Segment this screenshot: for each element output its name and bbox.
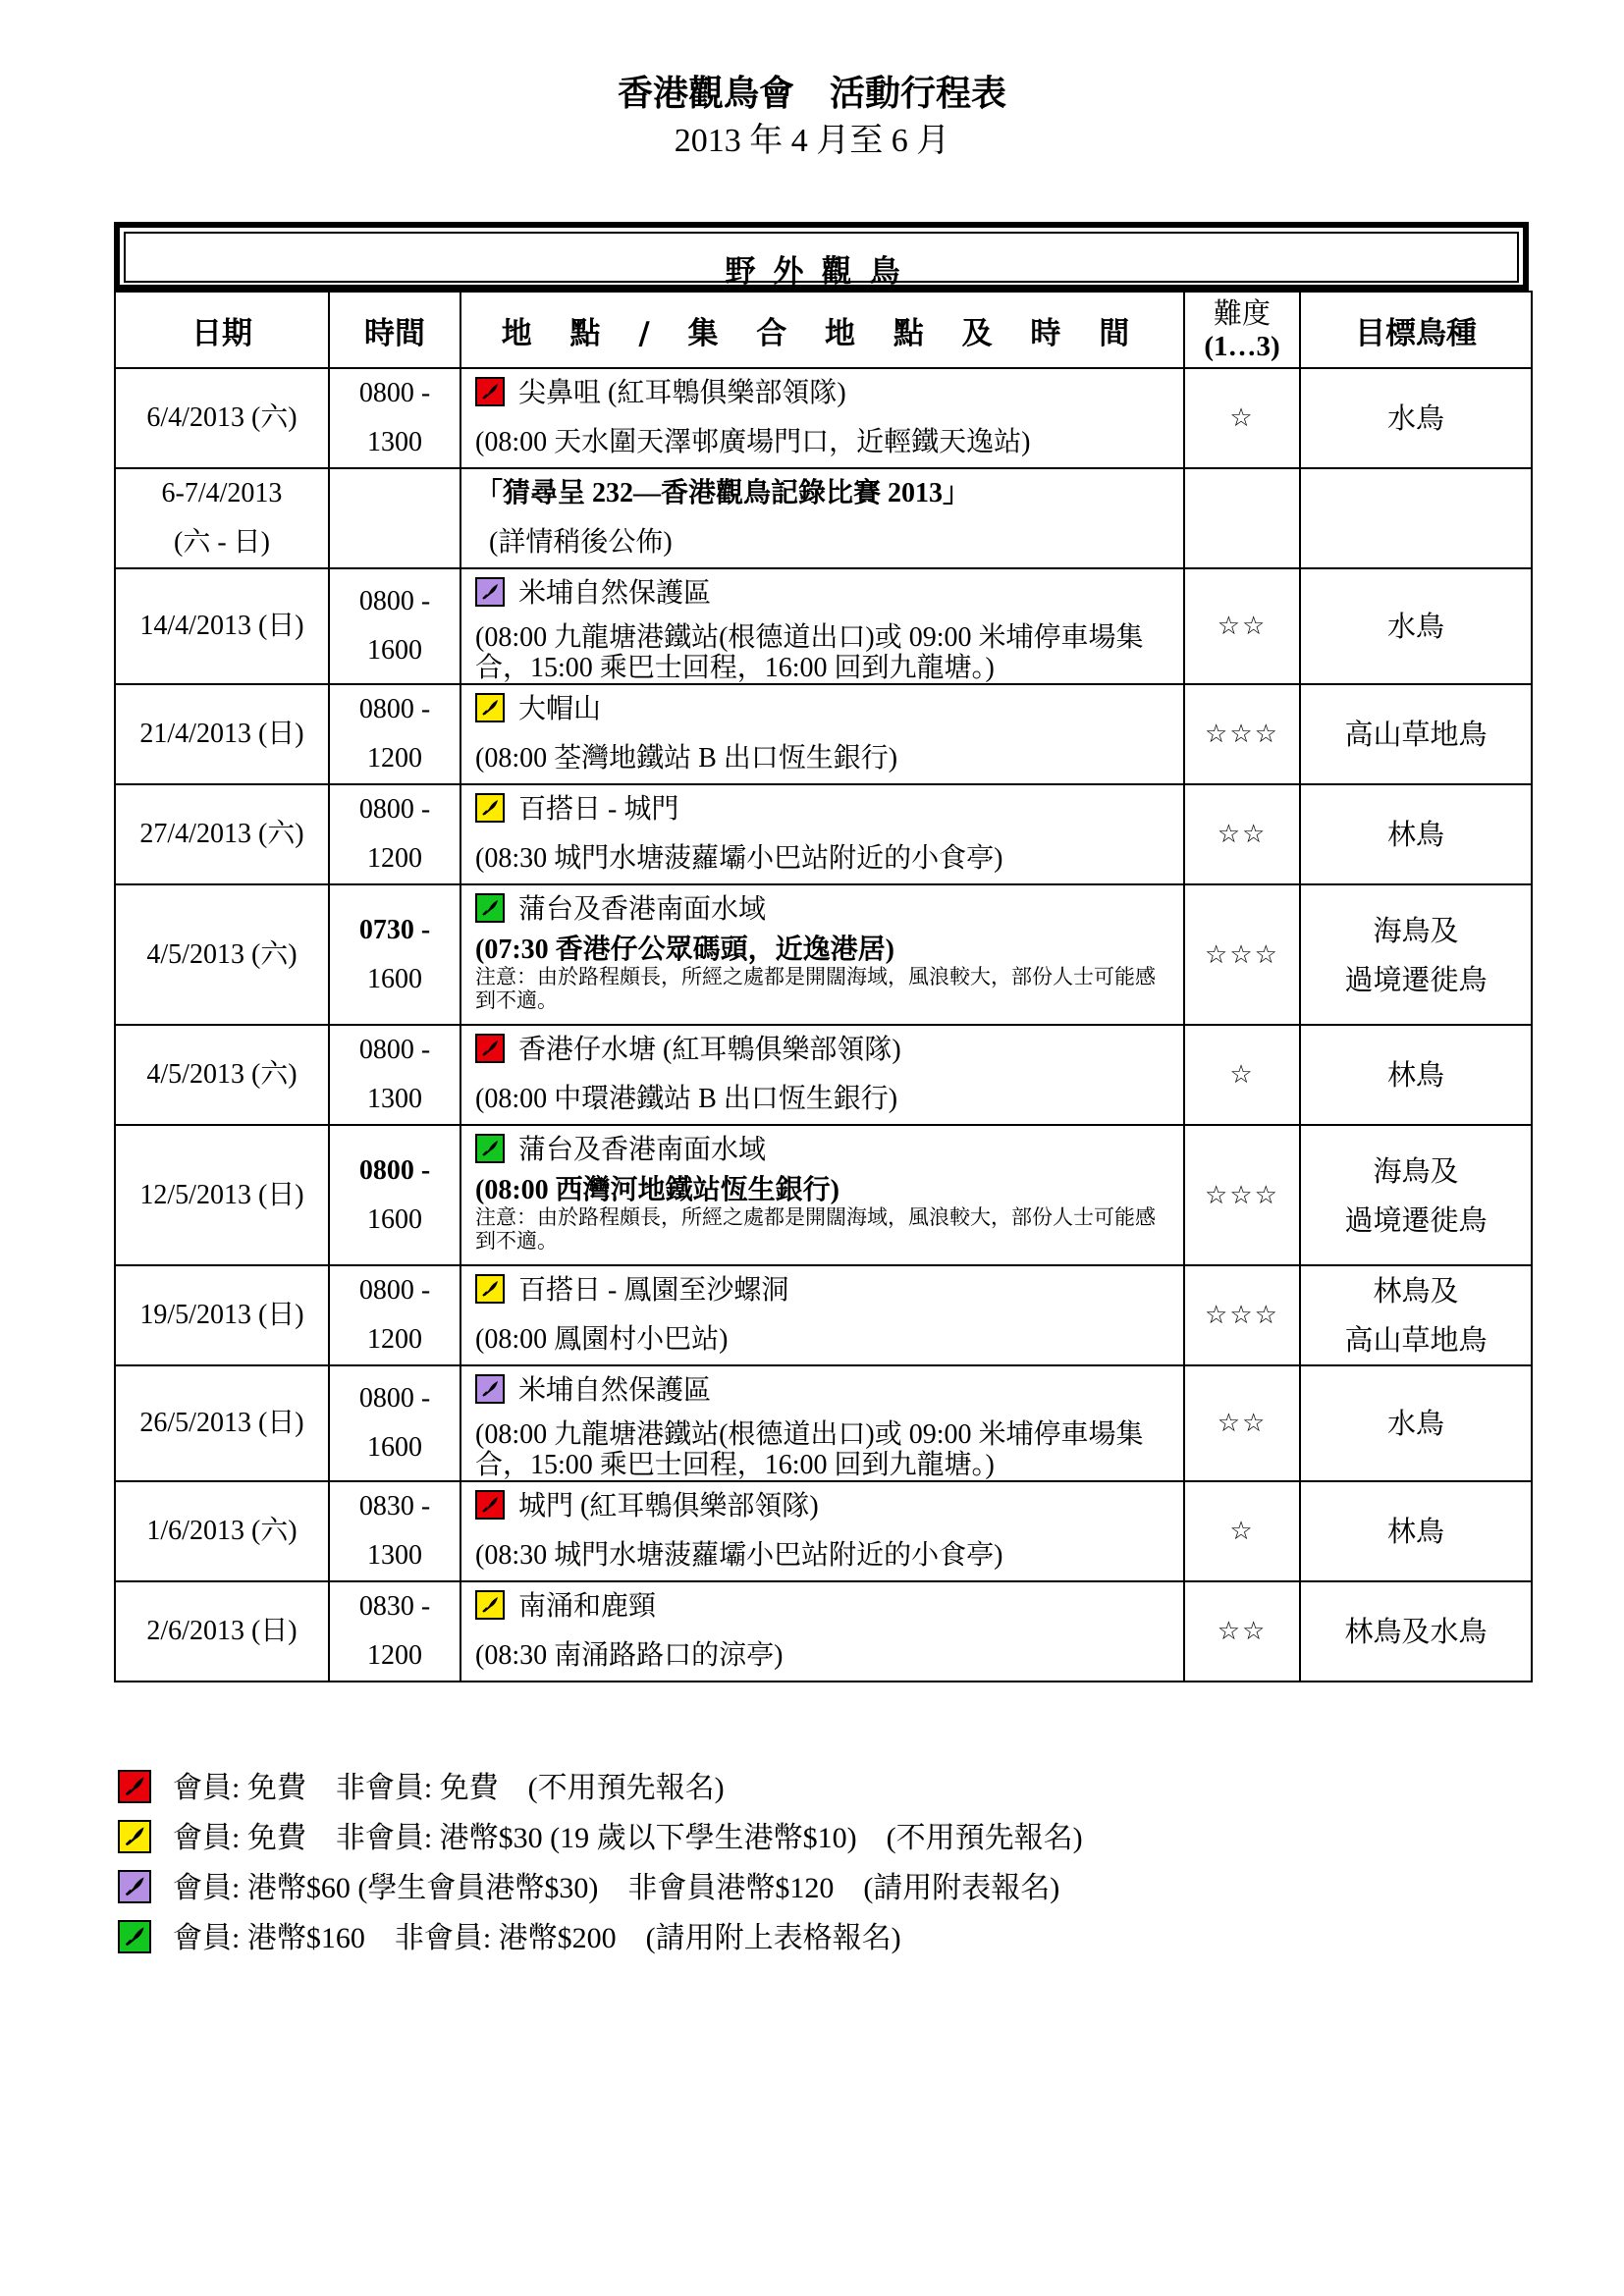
table-row: [115, 1125, 1532, 1265]
caution-note: 注意：由於路程頗長，所經之處都是開闊海域，風浪較大，部份人士可能感到不適。: [475, 1205, 1156, 1253]
target-species: 海鳥及: [1373, 913, 1459, 947]
meeting-point: (08:00 鳳園村小巴站): [475, 1324, 729, 1355]
time-start: 0800 -: [358, 694, 431, 724]
target-species-2: 過境遷徙鳥: [1344, 962, 1488, 996]
time-start: 0830 -: [358, 1591, 431, 1622]
table-row: [115, 884, 1532, 1025]
difficulty-stars: ☆☆☆: [1205, 1301, 1279, 1330]
fee-legend: [118, 1763, 1083, 1963]
time-start: 0800 -: [358, 378, 431, 408]
legend-item: [118, 1813, 1083, 1863]
caution-note: 注意：由於路程頗長，所經之處都是開闊海域，風浪較大，部份人士可能感到不適。: [475, 965, 1156, 1012]
place-line: [475, 1126, 1183, 1175]
table-row: [115, 1025, 1532, 1125]
bird-icon: [480, 698, 500, 718]
target-cell: [1300, 568, 1532, 684]
place-name: 香港仔水塘 (紅耳鵯俱樂部領隊): [518, 1035, 901, 1065]
place-line: [475, 369, 1183, 418]
target-cell: [1300, 1025, 1532, 1125]
target-cell: [1300, 1481, 1532, 1581]
date-cell: [115, 1365, 329, 1481]
time-start: 0800 -: [358, 1154, 431, 1186]
target-species: 林鳥及: [1373, 1274, 1459, 1308]
date-cell: [115, 684, 329, 784]
place-line: [475, 885, 1183, 934]
bird-icon: [480, 1379, 500, 1399]
col-header-target: 目標鳥種: [1300, 292, 1532, 368]
bird-icon: [480, 582, 500, 602]
fee-badge-icon: [118, 1770, 151, 1803]
meeting-point: (08:30 城門水塘菠蘿壩小巴站附近的小食亭): [475, 843, 1003, 874]
fee-badge-icon: [475, 693, 505, 722]
difficulty-cell: [1184, 1581, 1300, 1682]
legend-item: [118, 1913, 1083, 1963]
table-row: [115, 368, 1532, 468]
date-text: 14/4/2013 (日): [139, 611, 304, 641]
legend-item: [118, 1863, 1083, 1913]
location-cell: [460, 1481, 1184, 1581]
target-species-2: 過境遷徙鳥: [1344, 1202, 1488, 1237]
date-cell: [115, 1125, 329, 1265]
meeting-point: (08:00 九龍塘港鐵站(根德道出口)或 09:00 米埔停車場集合，15:00 乘巴士回程，16:00 回到九龍塘。): [475, 622, 1144, 683]
difficulty-cell: [1184, 1265, 1300, 1365]
target-cell: [1300, 1265, 1532, 1365]
fee-badge-icon: [475, 793, 505, 823]
target-cell: [1300, 1581, 1532, 1682]
time-start: 0800 -: [358, 1275, 431, 1306]
time-end: 1600: [367, 1203, 422, 1235]
target-species-2: 高山草地鳥: [1344, 1323, 1488, 1357]
difficulty-cell: [1184, 1481, 1300, 1581]
meeting-point: (08:00 西灣河地鐵站恆生銀行): [475, 1175, 839, 1205]
time-end: 1300: [367, 427, 422, 457]
schedule-sheet: [114, 222, 1531, 1682]
meeting-point: (08:30 南涌路路口的涼亭): [475, 1640, 784, 1671]
time-cell: [329, 684, 460, 784]
difficulty-cell: [1184, 1365, 1300, 1481]
target-cell: [1300, 1125, 1532, 1265]
fee-badge-icon: [475, 1590, 505, 1620]
section-title: 野外觀鳥: [124, 232, 1519, 283]
difficulty-stars: ☆☆: [1217, 1617, 1268, 1646]
col-header-time: 時間: [329, 292, 460, 368]
place-name: 米埔自然保護區: [518, 1375, 712, 1406]
table-row: [115, 568, 1532, 684]
time-end: 1200: [367, 1324, 422, 1355]
time-end: 1300: [367, 1084, 422, 1114]
fee-badge-icon: [118, 1820, 151, 1853]
difficulty-stars: ☆☆☆: [1205, 720, 1279, 749]
date-cell: [115, 1025, 329, 1125]
place-line: [475, 785, 1183, 834]
target-species: 水鳥: [1386, 1407, 1444, 1440]
difficulty-stars: ☆: [1229, 1517, 1255, 1546]
target-species: 林鳥及水鳥: [1344, 1615, 1488, 1648]
time-cell: [329, 468, 460, 568]
col-header-location: 地 點 / 集 合 地 點 及 時 間: [460, 292, 1184, 368]
target-species: 林鳥: [1386, 1515, 1444, 1548]
location-cell: [460, 568, 1184, 684]
difficulty-cell: [1184, 368, 1300, 468]
target-cell: [1300, 368, 1532, 468]
time-start: 0800 -: [358, 586, 431, 616]
fee-badge-icon: [118, 1920, 151, 1953]
target-species: 林鳥: [1386, 1058, 1444, 1092]
col-header-difficulty: [1184, 292, 1300, 368]
time-end: 1200: [367, 1640, 422, 1671]
time-cell: [329, 1481, 460, 1581]
time-start: 0800 -: [358, 794, 431, 825]
date-days: (六 - 日): [174, 527, 270, 558]
date-cell: [115, 784, 329, 884]
time-end: 1200: [367, 743, 422, 774]
target-cell: [1300, 1365, 1532, 1481]
fee-badge-icon: [475, 1374, 505, 1404]
place-name: 城門 (紅耳鵯俱樂部領隊): [518, 1491, 819, 1522]
date-cell: [115, 1481, 329, 1581]
date-cell: [115, 368, 329, 468]
time-end: 1600: [367, 1432, 422, 1463]
table-row: [115, 784, 1532, 884]
difficulty-cell: [1184, 884, 1300, 1025]
date-cell: [115, 568, 329, 684]
difficulty-stars: ☆☆: [1217, 612, 1268, 641]
bird-icon: [480, 898, 500, 918]
place-line: [475, 1266, 1183, 1315]
event-note: (詳情稍後公佈): [489, 527, 673, 558]
place-name: 百搭日 - 城門: [518, 794, 679, 825]
location-cell: [460, 1125, 1184, 1265]
difficulty-stars: ☆: [1229, 403, 1255, 433]
difficulty-cell: [1184, 1025, 1300, 1125]
location-cell: [460, 784, 1184, 884]
difficulty-stars: ☆☆☆: [1205, 939, 1279, 970]
place-line: [475, 1582, 1183, 1631]
bird-icon: [480, 1279, 500, 1299]
table-header-row: [115, 292, 1532, 368]
time-cell: [329, 884, 460, 1025]
fee-badge-icon: [118, 1870, 151, 1903]
bird-icon: [123, 1875, 146, 1898]
target-species: 水鳥: [1386, 401, 1444, 435]
date-cell: [115, 884, 329, 1025]
target-species: 高山草地鳥: [1344, 718, 1488, 751]
place-name: 蒲台及香港南面水域: [518, 1135, 767, 1165]
time-cell: [329, 1581, 460, 1682]
place-line: [475, 1482, 1183, 1531]
bird-icon: [480, 1139, 500, 1158]
place-name: 百搭日 - 鳳園至沙螺洞: [518, 1275, 789, 1306]
time-cell: [329, 784, 460, 884]
legend-text: 會員: 港幣$160 非會員: 港幣$200 (請用附上表格報名): [173, 1922, 901, 1954]
time-end: 1600: [367, 963, 422, 994]
table-row: [115, 1481, 1532, 1581]
section-frame: [114, 222, 1529, 291]
difficulty-cell: [1184, 468, 1300, 568]
date-text: 21/4/2013 (日): [139, 719, 304, 749]
target-cell: [1300, 884, 1532, 1025]
difficulty-cell: [1184, 684, 1300, 784]
table-row: [115, 684, 1532, 784]
bird-icon: [480, 798, 500, 818]
place-name: 尖鼻咀 (紅耳鵯俱樂部領隊): [518, 378, 846, 408]
fee-badge-icon: [475, 1134, 505, 1163]
table-row: [115, 1265, 1532, 1365]
date-text: 12/5/2013 (日): [139, 1179, 304, 1210]
date-text: 26/5/2013 (日): [139, 1408, 304, 1438]
time-start: 0800 -: [358, 1035, 431, 1065]
location-cell: [460, 884, 1184, 1025]
target-species: 林鳥: [1386, 818, 1444, 851]
location-cell: [460, 468, 1184, 568]
date-text: 27/4/2013 (六): [139, 819, 304, 849]
meeting-point: (08:00 荃灣地鐵站 B 出口恆生銀行): [475, 743, 898, 774]
schedule-table: [114, 291, 1533, 1682]
fee-badge-icon: [475, 1034, 505, 1063]
date-text: 1/6/2013 (六): [146, 1516, 298, 1546]
document-subtitle: 2013 年 4 月至 6 月: [674, 123, 950, 159]
bird-icon: [480, 382, 500, 401]
bird-icon: [123, 1775, 146, 1798]
location-cell: [460, 368, 1184, 468]
event-title: 「猜尋呈 232—香港觀鳥記錄比賽 2013」: [475, 478, 971, 508]
difficulty-stars: ☆: [1229, 1060, 1255, 1090]
date-text: 19/5/2013 (日): [139, 1300, 304, 1330]
meeting-point: (08:00 中環港鐵站 B 出口恆生銀行): [475, 1084, 898, 1114]
target-species: 水鳥: [1386, 610, 1444, 643]
location-cell: [460, 1581, 1184, 1682]
meeting-point: (08:30 城門水塘菠蘿壩小巴站附近的小食亭): [475, 1540, 1003, 1571]
time-cell: [329, 1365, 460, 1481]
fee-badge-icon: [475, 893, 505, 923]
target-cell: [1300, 684, 1532, 784]
legend-text: 會員: 港幣$60 (學生會員港幣$30) 非會員港幣$120 (請用附表報名): [173, 1872, 1060, 1904]
legend-item: [118, 1763, 1083, 1813]
bird-icon: [123, 1925, 146, 1949]
table-row: [115, 1365, 1532, 1481]
time-end: 1600: [367, 635, 422, 666]
difficulty-cell: [1184, 1125, 1300, 1265]
date-text: 6/4/2013 (六): [146, 402, 298, 433]
place-name: 南涌和鹿頸: [518, 1591, 657, 1622]
meeting-point: (08:00 天水圍天澤邨廣場門口，近輕鐵天逸站): [475, 427, 1031, 457]
time-cell: [329, 1125, 460, 1265]
date-cell: [115, 1581, 329, 1682]
time-start: 0830 -: [358, 1491, 431, 1522]
fee-badge-icon: [475, 577, 505, 607]
place-line: [475, 1026, 1183, 1075]
table-row: [115, 1581, 1532, 1682]
difficulty-cell: [1184, 568, 1300, 684]
bird-icon: [480, 1495, 500, 1515]
time-end: 1300: [367, 1540, 422, 1571]
legend-text: 會員: 免費 非會員: 港幣$30 (19 歲以下學生港幣$10) (不用預先報名): [173, 1822, 1083, 1854]
place-name: 米埔自然保護區: [518, 578, 712, 609]
location-cell: [460, 1365, 1184, 1481]
time-start: 0800 -: [358, 1383, 431, 1414]
legend-text: 會員: 免費 非會員: 免費 (不用預先報名): [173, 1772, 725, 1804]
date-text: 6-7/4/2013: [161, 478, 283, 508]
date-cell: [115, 468, 329, 568]
time-cell: [329, 1265, 460, 1365]
meeting-point: (07:30 香港仔公眾碼頭，近逸港居): [475, 934, 894, 965]
date-text: 4/5/2013 (六): [146, 1059, 298, 1090]
fee-badge-icon: [475, 1274, 505, 1304]
difficulty-stars: ☆☆: [1217, 1409, 1268, 1438]
location-cell: [460, 684, 1184, 784]
place-name: 大帽山: [518, 694, 602, 724]
time-start: 0730 -: [358, 914, 431, 945]
target-species: 海鳥及: [1373, 1153, 1459, 1188]
place-line: [475, 685, 1183, 734]
target-cell: [1300, 468, 1532, 568]
target-cell: [1300, 784, 1532, 884]
time-cell: [329, 1025, 460, 1125]
place-name: 蒲台及香港南面水域: [518, 894, 767, 925]
fee-badge-icon: [475, 1490, 505, 1520]
difficulty-stars: ☆☆☆: [1205, 1180, 1279, 1210]
col-header-date: 日期: [115, 292, 329, 368]
difficulty-cell: [1184, 784, 1300, 884]
document-header: [0, 71, 1624, 165]
time-end: 1200: [367, 843, 422, 874]
difficulty-stars: ☆☆: [1217, 820, 1268, 849]
location-cell: [460, 1025, 1184, 1125]
date-text: 2/6/2013 (日): [146, 1616, 298, 1646]
bird-icon: [480, 1039, 500, 1058]
date-text: 4/5/2013 (六): [146, 938, 298, 970]
meeting-point: (08:00 九龍塘港鐵站(根德道出口)或 09:00 米埔停車場集合，15:00 乘巴士回程，16:00 回到九龍塘。): [475, 1419, 1144, 1480]
bird-icon: [480, 1595, 500, 1615]
location-cell: [460, 1265, 1184, 1365]
difficulty-scale: (1…3): [1204, 331, 1280, 362]
bird-icon: [123, 1825, 146, 1848]
time-cell: [329, 568, 460, 684]
fee-badge-icon: [475, 377, 505, 406]
table-row: [115, 468, 1532, 568]
place-line: [475, 569, 1183, 618]
place-line: [475, 1366, 1183, 1415]
date-cell: [115, 1265, 329, 1365]
document-title: 香港觀鳥會 活動行程表: [617, 74, 1006, 114]
difficulty-label: 難度: [1213, 296, 1271, 330]
time-cell: [329, 368, 460, 468]
